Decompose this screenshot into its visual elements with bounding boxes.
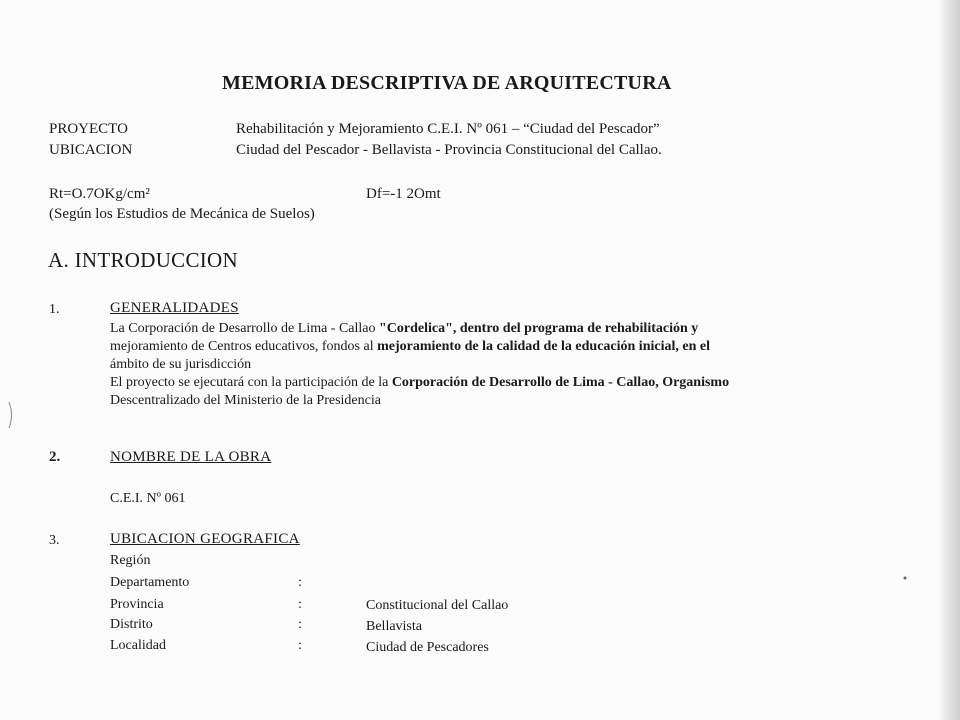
paragraph-2 xyxy=(110,374,880,392)
province-colon: : xyxy=(298,597,302,612)
department-label: Departamento xyxy=(110,575,190,590)
paragraph-1-part-c: mejoramiento de Centros educativos, fondos al xyxy=(110,339,378,354)
paragraph-2-part-b: Corporación de Desarrollo de Lima - Callao, Organismo xyxy=(391,375,730,390)
district-value: Bellavista xyxy=(366,619,422,634)
work-name-value: C.E.I. Nº 061 xyxy=(110,491,186,506)
location-value: Ciudad del Pescador - Bellavista - Provincia Constitucional del Callao. xyxy=(236,142,662,158)
district-colon: : xyxy=(298,617,302,632)
location-label: UBICACION xyxy=(49,142,133,158)
project-label: PROYECTO xyxy=(49,121,128,137)
paragraph-1-line-3: ámbito de su jurisdicción xyxy=(110,357,252,372)
section-2-number: 2. xyxy=(49,449,61,465)
paragraph-1 xyxy=(110,320,880,338)
paragraph-1-line-2 xyxy=(110,338,880,356)
document-title: MEMORIA DESCRIPTIVA DE ARQUITECTURA xyxy=(222,72,672,94)
locality-label: Localidad xyxy=(110,638,166,653)
district-label: Distrito xyxy=(110,617,153,632)
province-label: Provincia xyxy=(110,597,164,612)
scan-dot xyxy=(903,576,907,580)
section-1-body xyxy=(110,320,880,410)
section-1-number: 1. xyxy=(49,302,60,317)
section-3-heading: UBICACION GEOGRAFICA xyxy=(110,531,300,547)
soil-resistance: Rt=O.7OKg/cm² xyxy=(49,186,150,202)
section-3-number: 3. xyxy=(49,533,60,548)
section-1-heading: GENERALIDADES xyxy=(110,300,239,316)
paragraph-2-line-2: Descentralizado del Ministerio de la Presidencia xyxy=(110,393,381,408)
paragraph-1-part-b: "Cordelica", dentro del programa de rehabilitación y xyxy=(379,321,699,336)
paragraph-1-part-d: mejoramiento de la calidad de la educación inicial, en el xyxy=(377,339,710,354)
soil-study-note: (Según los Estudios de Mecánica de Suelos) xyxy=(49,206,315,222)
page-edge-shadow xyxy=(938,0,960,720)
project-value: Rehabilitación y Mejoramiento C.E.I. Nº 061 – “Ciudad del Pescador” xyxy=(236,121,660,137)
region-label: Región xyxy=(110,553,151,568)
section-a-heading: A. INTRODUCCION xyxy=(48,248,238,272)
paragraph-2-part-a: El proyecto se ejecutará con la participación de la xyxy=(110,375,392,390)
paragraph-1-part-a: La Corporación de Desarrollo de Lima - Callao xyxy=(110,321,380,336)
section-2-heading: NOMBRE DE LA OBRA xyxy=(110,449,272,465)
locality-colon: : xyxy=(298,638,302,653)
province-value: Constitucional del Callao xyxy=(366,598,509,613)
department-colon: : xyxy=(298,575,302,590)
foundation-depth: Df=-1 2Omt xyxy=(366,186,441,202)
scan-mark-left xyxy=(6,400,16,430)
locality-value: Ciudad de Pescadores xyxy=(366,640,489,655)
